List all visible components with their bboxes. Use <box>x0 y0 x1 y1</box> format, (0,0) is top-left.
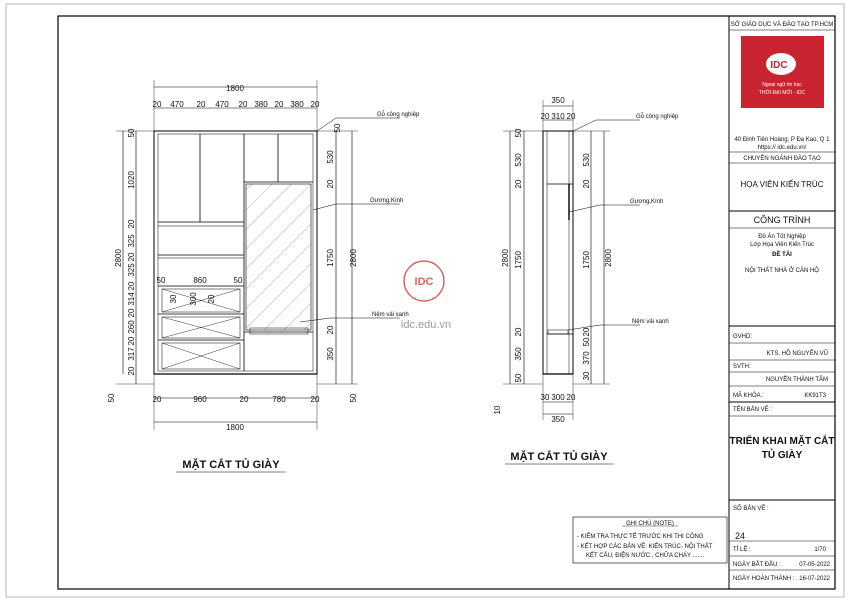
front-top-dim-1: 470 <box>170 100 184 109</box>
front-top-dim-3: 470 <box>215 100 229 109</box>
front-bottom-dims <box>153 395 320 404</box>
course-label: MÃ KHÓA : <box>733 393 764 399</box>
side-left-dim-1: 530 <box>514 153 523 167</box>
drawing-name-1: TRIỂN KHAI MẶT CẮT <box>729 436 835 447</box>
front-right-dim-0: 530 <box>326 150 335 164</box>
side-left-total: 2800 <box>501 249 510 267</box>
front-left-dim-8: 20 <box>127 308 136 318</box>
scale-label: TỈ LỆ : <box>733 547 751 553</box>
side-right-dim-5: 370 <box>582 351 591 365</box>
front-top-dim-0: 20 <box>152 100 162 109</box>
sheet-label: SỐ BẢN VẼ : <box>733 506 769 512</box>
side-bottom-total: 350 <box>551 415 565 424</box>
school-name: SỞ GIÁO DỤC VÀ ĐÀO TẠO TP.HCM <box>730 22 834 28</box>
notes-line3: KẾT CẤU, ĐIỆN NƯỚC , CHỮA CHÁY ....... <box>586 553 705 559</box>
side-label-board: Gỗ công nghiệp <box>636 114 679 120</box>
front-label-cushion: Nệm vải xanh <box>372 312 409 318</box>
side-left-dims <box>514 128 523 382</box>
department-label: CHUYÊN NGÀNH ĐÀO TẠO <box>743 156 821 162</box>
side-bottom-dim-0: 30 <box>540 393 550 402</box>
side-left-dim-6: 50 <box>514 373 523 383</box>
front-bottom-dim-2: 20 <box>239 395 249 404</box>
front-label-board: Gỗ công nghiệp <box>377 112 420 118</box>
front-left-extra: 50 <box>107 393 116 403</box>
front-top-dim-2: 20 <box>196 100 206 109</box>
side-left-dim-3: 1750 <box>514 251 523 269</box>
logo-line1: Ngoại ngữ tin học <box>762 82 802 88</box>
side-right-dim-4: 50 <box>582 337 591 347</box>
front-left-dim-12: 20 <box>127 366 136 376</box>
svth-name: NGUYỄN THÀNH TÂM <box>765 377 828 383</box>
course-code: KK91T3 <box>804 393 826 399</box>
front-bottom-dim-4: 20 <box>310 395 320 404</box>
front-top-dim-5: 380 <box>254 100 268 109</box>
front-inner-dim-2: 50 <box>233 276 243 285</box>
side-top-dim-0: 20 <box>540 112 550 121</box>
side-right-dim-1: 20 <box>582 179 591 189</box>
front-left-dim-11: 317 <box>127 347 136 361</box>
project-line2: Lớp Họa Viên Kiến Trúc <box>750 242 814 248</box>
side-left-dim-5: 350 <box>514 347 523 361</box>
drawing-name-2: TỦ GIÀY <box>761 450 803 461</box>
side-right-dim-3: 20 <box>582 327 591 337</box>
front-inner-dims <box>157 276 243 306</box>
notes-line2: - KẾT HỢP CÁC BẢN VẼ: KIẾN TRÚC- NỘI THẤT <box>577 544 713 550</box>
watermark-url: idc.edu.vn <box>400 319 452 331</box>
gvhd-name: KTS. HỒ NGUYÊN VŨ <box>766 351 828 357</box>
front-right-dim-2: 1750 <box>326 249 335 267</box>
front-right-dims <box>326 150 335 361</box>
front-left-dim-4: 20 <box>127 252 136 262</box>
front-left-dim-3: 325 <box>127 234 136 248</box>
front-left-dim-5: 325 <box>127 263 136 277</box>
front-left-dim-10: 20 <box>127 336 136 346</box>
section-side <box>503 100 640 420</box>
side-top-dim-2: 20 <box>566 112 576 121</box>
side-left-dim-0: 50 <box>514 128 523 138</box>
side-outline <box>543 131 573 374</box>
side-right-dim-2: 1750 <box>582 251 591 269</box>
side-top-dims <box>541 112 576 121</box>
front-top-dims <box>153 100 320 109</box>
front-right-dim-3: 20 <box>326 325 335 335</box>
project-line1: Đồ Án Tốt Nghiệp <box>758 234 806 240</box>
side-right-dim-6: 30 <box>582 371 591 381</box>
side-left-extra: 10 <box>493 405 502 415</box>
side-right-dims <box>582 153 591 381</box>
front-bottom-dim-1: 960 <box>193 395 207 404</box>
logo-text: IDC <box>770 60 788 71</box>
logo-line2: THỜI ĐẠI MỚI - IDC <box>758 90 806 96</box>
front-top-dim-8: 20 <box>310 100 320 109</box>
mirror-panel <box>246 184 311 330</box>
front-bottom-dim-3: 780 <box>272 395 286 404</box>
side-bottom-dims <box>541 393 576 402</box>
side-label-cushion: Nệm vải xanh <box>632 319 669 325</box>
notes-line1: - KIỂM TRA THỰC TẾ TRƯỚC KHI THI CÔNG <box>577 534 704 540</box>
front-left-dims <box>127 128 136 375</box>
front-left-dim-1: 1020 <box>127 171 136 189</box>
front-right-total: 2800 <box>349 249 358 267</box>
watermark <box>401 261 451 331</box>
side-left-dim-4: 20 <box>514 327 523 337</box>
title-block <box>729 16 835 589</box>
front-top-dim-6: 20 <box>274 100 284 109</box>
notes-box <box>573 517 727 563</box>
school-address: 40 Đinh Tiên Hoàng, P Đa Kao, Q 1 <box>734 137 830 143</box>
discipline: HỌA VIÊN KIẾN TRÚC <box>740 180 824 189</box>
front-left-total: 2800 <box>114 249 123 267</box>
front-right-dim-1: 20 <box>326 179 335 189</box>
watermark-logo: IDC <box>414 276 434 288</box>
topic-label: ĐỀ TÀI <box>772 252 792 258</box>
side-right-total: 2800 <box>604 249 613 267</box>
front-right-top: 50 <box>333 123 342 133</box>
side-top-total: 350 <box>551 96 565 105</box>
front-left-dim-6: 20 <box>127 281 136 291</box>
front-left-dim-0: 50 <box>127 128 136 138</box>
drawing-label: TÊN BẢN VẼ : <box>733 407 773 413</box>
front-label-mirror: Gương,Kính <box>370 198 404 204</box>
front-left-dim-2: 20 <box>127 219 136 229</box>
front-inner-dim-5: 20 <box>207 294 216 304</box>
side-right-dim-0: 530 <box>582 153 591 167</box>
side-top-dim-1: 310 <box>551 112 565 121</box>
school-website: https:// idc.edu.vn/ <box>757 145 807 151</box>
side-caption: MẶT CẮT TỦ GIÀY <box>510 451 608 463</box>
front-top-total: 1800 <box>226 84 244 93</box>
side-left-dim-2: 20 <box>514 179 523 189</box>
side-bottom-dim-2: 20 <box>566 393 576 402</box>
svth-label: SVTH: <box>733 364 751 370</box>
start-date: 07-05-2022 <box>799 562 830 568</box>
topic: NỘI THẤT NHÀ Ở CĂN HỘ <box>745 268 819 274</box>
front-top-dim-7: 380 <box>290 100 304 109</box>
front-top-dim-4: 20 <box>238 100 248 109</box>
side-bottom-dim-1: 300 <box>551 393 565 402</box>
gvhd-label: GVHD: <box>733 334 753 340</box>
front-inner-dim-0: 50 <box>156 276 166 285</box>
start-label: NGÀY BẮT ĐẦU : <box>733 562 781 568</box>
front-bottom-total: 1800 <box>226 423 244 432</box>
front-inner-dim-1: 860 <box>193 276 207 285</box>
scale-value: 1/70 <box>814 547 826 553</box>
project-header: CÔNG TRÌNH <box>753 215 811 225</box>
end-date: 16-07-2022 <box>799 576 830 582</box>
sheet-number: 24 <box>735 531 746 541</box>
front-inner-dim-3: 30 <box>169 294 178 304</box>
notes-header: GHI CHÚ (NOTE) <box>626 521 674 527</box>
front-bottom-dim-0: 20 <box>152 395 162 404</box>
front-inner-dim-4: 300 <box>189 292 198 306</box>
front-right-dim-4: 350 <box>326 347 335 361</box>
side-label-mirror: Gương,Kính <box>630 199 664 205</box>
front-right-bottom: 50 <box>349 393 358 403</box>
front-caption: MẶT CẮT TỦ GIÀY <box>182 459 280 471</box>
section-side-text <box>493 96 679 464</box>
front-left-dim-7: 314 <box>127 292 136 306</box>
end-label: NGÀY HOÀN THÀNH : <box>733 576 795 582</box>
front-left-dim-9: 260 <box>127 320 136 334</box>
